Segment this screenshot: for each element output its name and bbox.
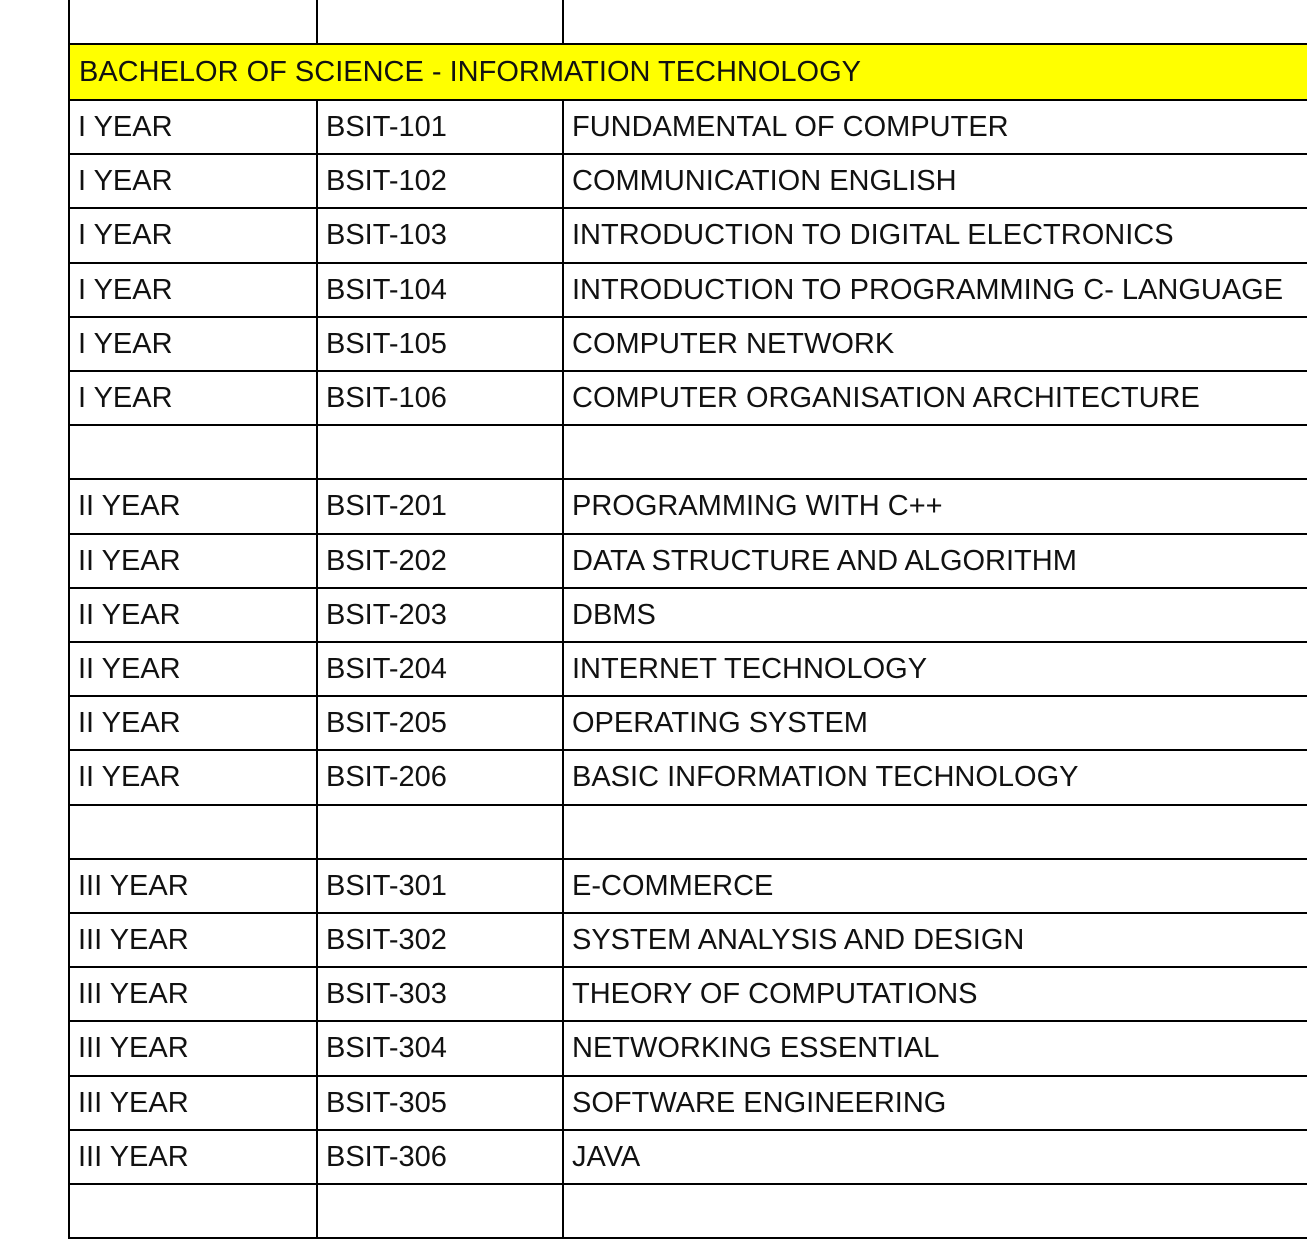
table-row <box>70 535 1307 589</box>
subject-cell[interactable]: COMMUNICATION ENGLISH <box>572 164 957 197</box>
cell-empty[interactable] <box>318 0 564 43</box>
year-cell[interactable]: I YEAR <box>70 372 318 424</box>
code-cell[interactable]: BSIT-305 <box>318 1077 564 1129</box>
table-row <box>70 101 1307 155</box>
table-row <box>70 1022 1307 1077</box>
table-row <box>70 589 1307 643</box>
subject-cell[interactable]: INTRODUCTION TO PROGRAMMING C- LANGUAGE <box>572 273 1284 306</box>
year-cell[interactable] <box>70 806 318 858</box>
year-cell[interactable]: II YEAR <box>70 535 318 587</box>
code-cell[interactable]: BSIT-101 <box>318 101 564 153</box>
code-cell[interactable]: BSIT-103 <box>318 209 564 262</box>
year-cell[interactable]: III YEAR <box>70 860 318 912</box>
empty-row <box>70 806 1307 860</box>
subject-cell[interactable]: DBMS <box>572 598 656 631</box>
empty-row <box>70 426 1307 480</box>
code-cell[interactable]: BSIT-205 <box>318 697 564 749</box>
subject-cell[interactable]: DATA STRUCTURE AND ALGORITHM <box>572 544 1077 577</box>
subject-cell[interactable]: NETWORKING ESSENTIAL <box>572 1032 940 1064</box>
year-cell[interactable] <box>70 1185 318 1237</box>
year-cell[interactable]: III YEAR <box>70 1131 318 1183</box>
table-row <box>70 318 1307 372</box>
spreadsheet <box>68 0 1307 1239</box>
table-row <box>70 751 1307 806</box>
code-cell[interactable]: BSIT-306 <box>318 1131 564 1183</box>
title-row <box>70 43 1307 101</box>
subject-cell[interactable]: INTRODUCTION TO DIGITAL ELECTRONICS <box>572 219 1174 251</box>
subject-cell[interactable]: THEORY OF COMPUTATIONS <box>572 977 978 1010</box>
year-cell[interactable]: II YEAR <box>70 643 318 695</box>
year-cell[interactable]: II YEAR <box>70 480 318 533</box>
year-cell[interactable]: III YEAR <box>70 1077 318 1129</box>
empty-row <box>70 1185 1307 1239</box>
code-cell[interactable]: BSIT-102 <box>318 155 564 207</box>
subject-cell[interactable]: SOFTWARE ENGINEERING <box>572 1086 947 1119</box>
table-row <box>70 480 1307 535</box>
code-cell[interactable]: BSIT-106 <box>318 372 564 424</box>
code-cell[interactable]: BSIT-201 <box>318 480 564 533</box>
cell-empty[interactable] <box>564 0 1307 43</box>
year-cell[interactable]: II YEAR <box>70 751 318 804</box>
table-row <box>70 372 1307 426</box>
year-cell[interactable]: III YEAR <box>70 914 318 966</box>
table-row <box>70 264 1307 318</box>
subject-cell[interactable] <box>564 806 1307 858</box>
table-row <box>70 1077 1307 1131</box>
program-title[interactable]: BACHELOR OF SCIENCE - INFORMATION TECHNOLOGY <box>79 55 862 88</box>
table-row <box>70 860 1307 914</box>
code-cell[interactable]: BSIT-302 <box>318 914 564 966</box>
subject-cell[interactable] <box>564 426 1307 478</box>
code-cell[interactable]: BSIT-105 <box>318 318 564 370</box>
code-cell[interactable]: BSIT-204 <box>318 643 564 695</box>
table-row <box>70 209 1307 264</box>
year-cell[interactable]: III YEAR <box>70 968 318 1020</box>
subject-cell[interactable]: COMPUTER ORGANISATION ARCHITECTURE <box>572 381 1200 414</box>
table-row <box>70 643 1307 697</box>
code-cell[interactable] <box>318 426 564 478</box>
table-row <box>70 914 1307 968</box>
code-cell[interactable]: BSIT-301 <box>318 860 564 912</box>
code-cell[interactable]: BSIT-303 <box>318 968 564 1020</box>
year-cell[interactable]: III YEAR <box>70 1022 318 1075</box>
subject-cell[interactable]: PROGRAMMING WITH C++ <box>572 490 943 522</box>
code-cell[interactable]: BSIT-104 <box>318 264 564 316</box>
subject-cell[interactable]: E-COMMERCE <box>572 869 774 902</box>
year-cell[interactable]: I YEAR <box>70 155 318 207</box>
year-cell[interactable]: II YEAR <box>70 697 318 749</box>
code-cell[interactable]: BSIT-206 <box>318 751 564 804</box>
table-row <box>70 1131 1307 1185</box>
code-cell[interactable] <box>318 806 564 858</box>
code-cell[interactable]: BSIT-203 <box>318 589 564 641</box>
year-cell[interactable]: I YEAR <box>70 209 318 262</box>
code-cell[interactable]: BSIT-202 <box>318 535 564 587</box>
subject-cell[interactable] <box>564 1185 1307 1237</box>
subject-cell[interactable]: SYSTEM ANALYSIS AND DESIGN <box>572 923 1025 956</box>
year-cell[interactable]: I YEAR <box>70 264 318 316</box>
code-cell[interactable] <box>318 1185 564 1237</box>
cell-empty[interactable] <box>70 0 318 43</box>
subject-cell[interactable]: OPERATING SYSTEM <box>572 706 868 739</box>
subject-cell[interactable]: JAVA <box>572 1140 641 1173</box>
code-cell[interactable]: BSIT-304 <box>318 1022 564 1075</box>
table-row <box>70 155 1307 209</box>
subject-cell[interactable]: INTERNET TECHNOLOGY <box>572 652 928 685</box>
subject-cell[interactable]: FUNDAMENTAL OF COMPUTER <box>572 110 1009 143</box>
table-row <box>70 968 1307 1022</box>
year-cell[interactable]: I YEAR <box>70 318 318 370</box>
subject-cell[interactable]: BASIC INFORMATION TECHNOLOGY <box>572 761 1079 793</box>
subject-cell[interactable]: COMPUTER NETWORK <box>572 327 895 360</box>
year-cell[interactable]: I YEAR <box>70 101 318 153</box>
year-cell[interactable]: II YEAR <box>70 589 318 641</box>
empty-top-row <box>70 0 1307 45</box>
year-cell[interactable] <box>70 426 318 478</box>
table-row <box>70 697 1307 751</box>
